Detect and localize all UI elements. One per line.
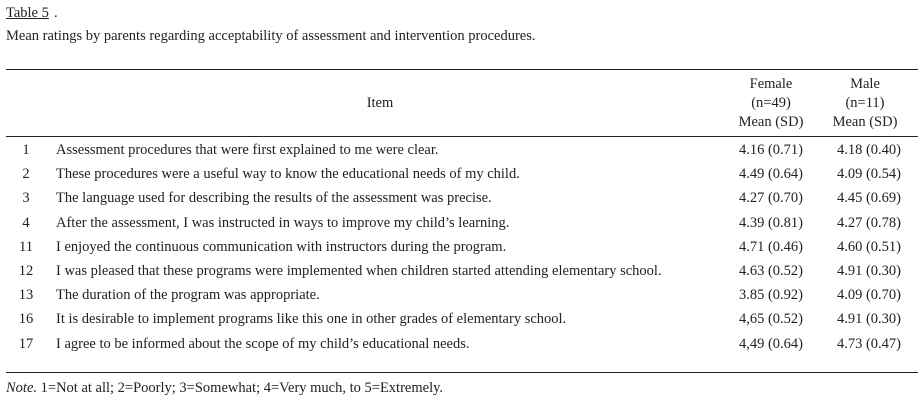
header-male: [810, 75, 920, 132]
table-row: [6, 239, 918, 263]
header-female-label: Female: [749, 76, 793, 92]
row-item: I enjoyed the continuous communication with instructors during the program.: [56, 238, 507, 255]
table-row: [6, 142, 918, 166]
row-number: 11: [19, 238, 33, 255]
header-rule: [6, 136, 918, 137]
row-male: 4.60 (0.51): [836, 238, 902, 255]
row-number: 1: [22, 142, 30, 158]
note-label: Note.: [6, 380, 38, 396]
bottom-rule: [6, 372, 918, 373]
row-female: 4,49 (0.64): [738, 335, 804, 352]
row-female: 4.71 (0.46): [738, 238, 804, 255]
row-number: 4: [22, 214, 30, 231]
row-female: 4.49 (0.64): [738, 166, 804, 183]
row-female: 4.63 (0.52): [738, 263, 804, 279]
row-male: 4.09 (0.70): [836, 287, 902, 304]
table-row: [6, 263, 918, 287]
header-item: Item: [366, 95, 394, 111]
table-row: [6, 190, 918, 214]
table-row: [6, 166, 918, 190]
row-item: Assessment procedures that were first explained to me were clear.: [56, 142, 439, 158]
row-male: 4.27 (0.78): [836, 214, 902, 231]
row-male: 4.45 (0.69): [836, 190, 902, 207]
row-item: I agree to be informed about the scope of my child’s educational needs.: [56, 335, 470, 352]
row-female: 4,65 (0.52): [738, 311, 804, 328]
row-number: 3: [22, 190, 30, 207]
row-male: 4.09 (0.54): [836, 166, 902, 183]
row-male: 4.73 (0.47): [836, 335, 902, 352]
row-female: 4.16 (0.71): [738, 142, 804, 158]
header-male-n: (n=11): [845, 95, 885, 111]
row-item: The duration of the program was appropriate.: [56, 287, 320, 304]
table-caption: Mean ratings by parents regarding acceptability of assessment and intervention procedures.: [6, 28, 536, 44]
row-number: 13: [18, 287, 34, 304]
row-number: 17: [18, 335, 34, 352]
row-item: The language used for describing the results of the assessment was precise.: [56, 190, 492, 207]
row-item: I was pleased that these programs were implemented when children started attending elementary school.: [56, 263, 662, 279]
row-female: 4.27 (0.70): [738, 190, 804, 207]
header-male-label: Male: [850, 76, 880, 92]
table-row: [6, 336, 918, 360]
header-male-stat: Mean (SD): [832, 114, 898, 130]
row-item: These procedures were a useful way to know the educational needs of my child.: [56, 166, 520, 183]
row-female: 4.39 (0.81): [738, 214, 804, 231]
header-female-stat: Mean (SD): [738, 114, 804, 130]
row-number: 12: [18, 263, 34, 279]
table-row: [6, 311, 918, 335]
row-male: 4.91 (0.30): [836, 263, 902, 279]
table-title: Table 5: [6, 5, 49, 21]
table-title-suffix: .: [54, 5, 58, 21]
row-number: 16: [18, 311, 34, 328]
table-row: [6, 215, 918, 239]
row-item: After the assessment, I was instructed in ways to improve my child’s learning.: [56, 214, 510, 231]
top-rule: [6, 69, 918, 70]
row-female: 3.85 (0.92): [738, 287, 804, 304]
row-number: 2: [22, 166, 30, 183]
row-item: It is desirable to implement programs like this one in other grades of elementary school.: [56, 311, 567, 328]
header-female-n: (n=49): [751, 95, 791, 111]
table-row: [6, 287, 918, 311]
row-male: 4.91 (0.30): [836, 311, 902, 328]
note-text: 1=Not at all; 2=Poorly; 3=Somewhat; 4=Very much, to 5=Extremely.: [37, 380, 444, 396]
row-male: 4.18 (0.40): [836, 142, 902, 158]
table-note: [6, 380, 443, 397]
